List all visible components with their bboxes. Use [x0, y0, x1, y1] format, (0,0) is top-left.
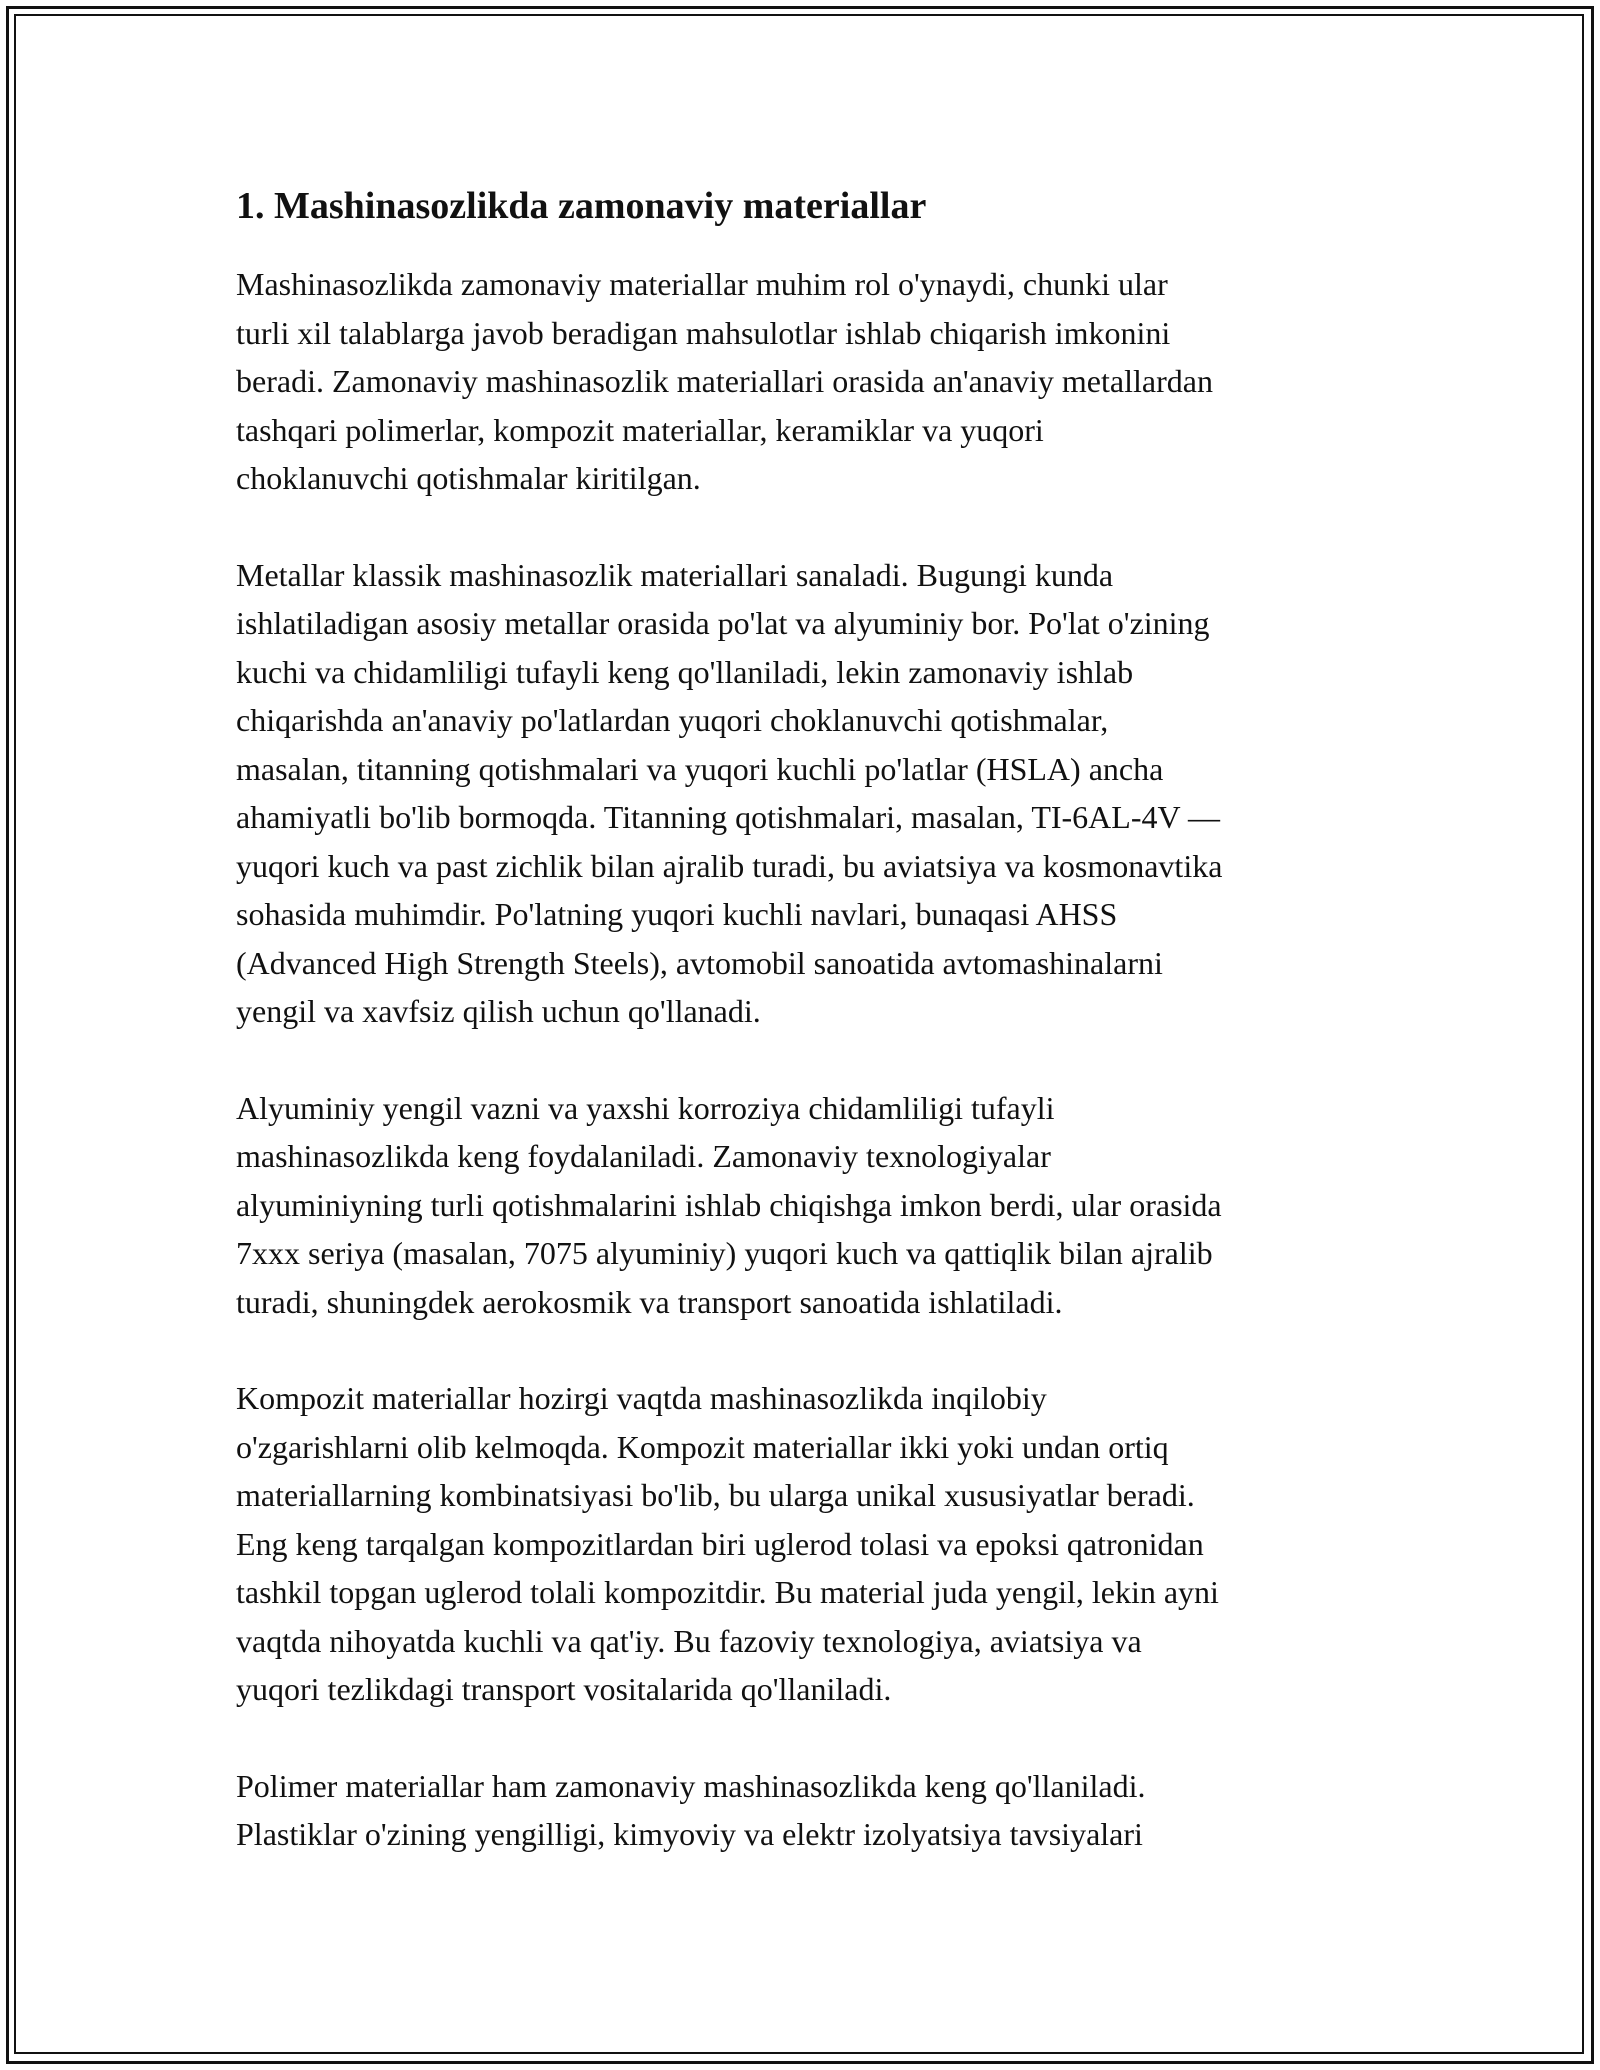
paragraph-polymers: Polimer materiallar ham zamonaviy mashinasozlikda keng qo'llaniladi. Plastiklar o'zining yengilligi, kimyoviy va elektr izolyatsiya tavsiyalari: [236, 1767, 1146, 1852]
paragraph-composites: Kompozit materiallar hozirgi vaqtda mashinasozlikda inqilobiy o'zgarishlarni olib kelmoqda. Kompozit materiallar ikki yoki undan ortiq materiallarning kombinatsiyasi bo'lib, bu ularga unikal xususiyatlar beradi. Eng keng tarqalgan kompozitlardan biri uglerod tolasi va epoksi qatronidan tashkil topgan uglerod tolali kompozitdir. Bu material juda yengil, lekin ayni vaqtda nihoyatda kuchli va qat'iy. Bu fazoviy texnologiya, aviatsiya va yuqori tezlikdagi transport vositalarida qo'llaniladi.: [236, 1380, 1219, 1707]
paragraph-intro: Mashinasozlikda zamonaviy materiallar muhim rol o'ynaydi, chunki ular turli xil talablarga javob beradigan mahsulotlar ishlab chiqarish imkonini beradi. Zamonaviy mashinasozlik materiallari orasida an'anaviy metallardan tashqari polimerlar, kompozit materiallar, keramiklar va yuqori choklanuvchi qotishmalar kiritilgan.: [236, 266, 1213, 496]
paragraph-metals: Metallar klassik mashinasozlik materiallari sanaladi. Bugungi kunda ishlatiladigan asosiy metallar orasida po'lat va alyuminiy bor. Po'lat o'zining kuchi va chidamliligi tufayli keng qo'llaniladi, lekin zamonaviy ishlab chiqarishda an'anaviy po'latlardan yuqori choklanuvchi qotishmalar, masalan, titanning qotishmalari va yuqori kuchli po'latlar (HSLA) ancha ahamiyatli bo'lib bormoqda. Titanning qotishmalari, masalan, TI-6AL-4V — yuqori kuch va past zichlik bilan ajralib turadi, bu aviatsiya va kosmonavtika sohasida muhimdir. Po'latning yuqori kuchli navlari, bunaqasi AHSS (Advanced High Strength Steels), avtomobil sanoatida avtomashinalarni yengil va xavfsiz qilish uchun qo'llanadi.: [236, 556, 1223, 1029]
section-heading: 1. Mashinasozlikda zamonaviy materiallar: [236, 185, 927, 227]
document-body: [236, 182, 1376, 1907]
paragraph-aluminium: Alyuminiy yengil vazni va yaxshi korroziya chidamliligi tufayli mashinasozlikda keng foydalaniladi. Zamonaviy texnologiyalar alyuminiyning turli qotishmalarini ishlab chiqishga imkon berdi, ular orasida 7xxx seriya (masalan, 7075 alyuminiy) yuqori kuch va qattiqlik bilan ajralib turadi, shuningdek aerokosmik va transport sanoatida ishlatiladi.: [236, 1089, 1222, 1320]
